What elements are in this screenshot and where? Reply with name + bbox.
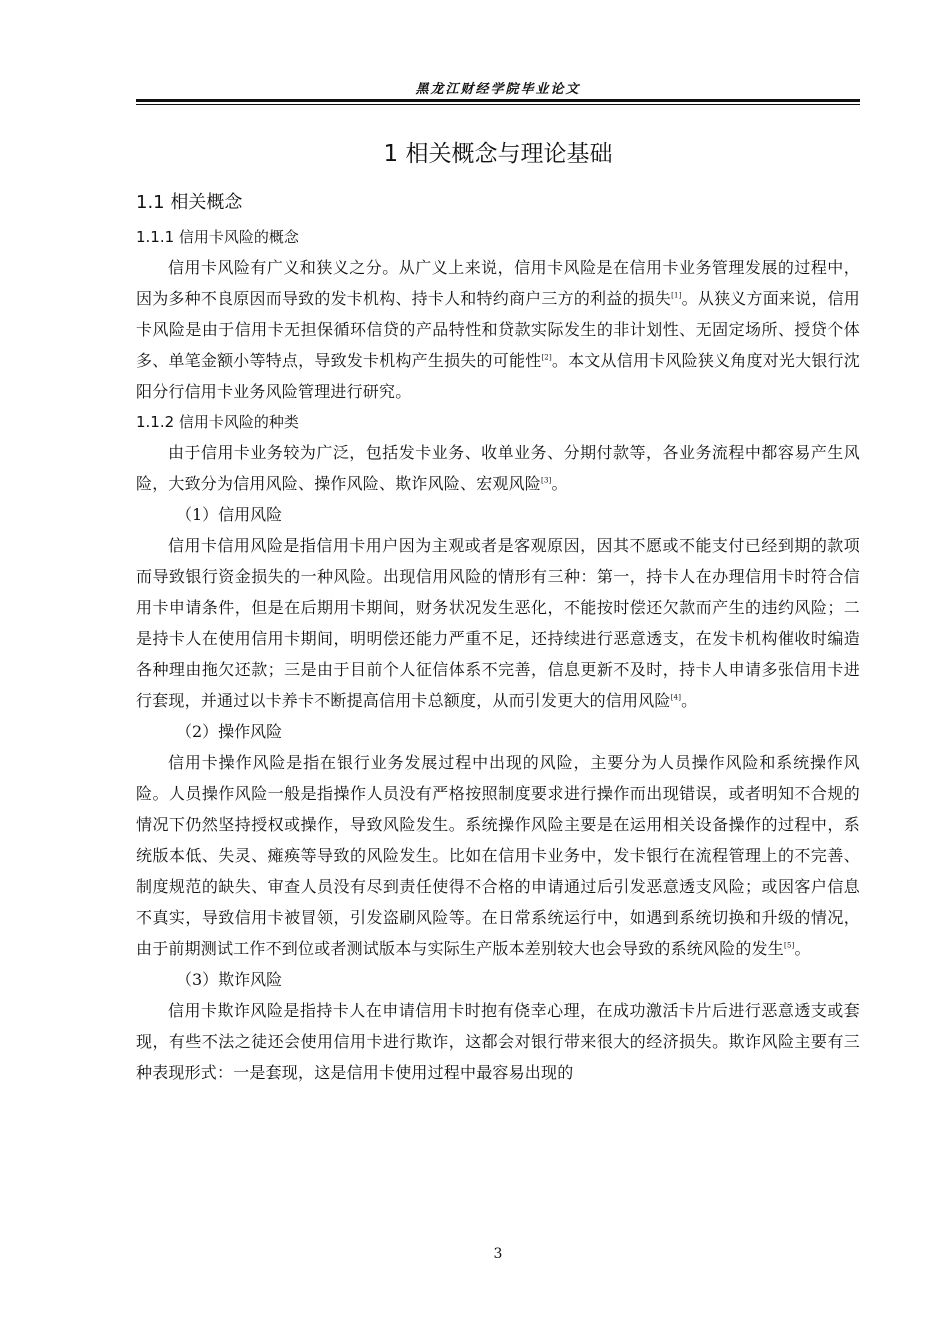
citation-5: [5]: [784, 941, 795, 950]
paragraph-text: 信用卡风险有广义和狭义之分。从广义上来说，信用卡风险是在信用卡业务管理发展的过程中，因为多种不良原因而导致的发卡机构、持卡人和特约商户三方的利益的损失: [136, 258, 860, 308]
running-header: 黑龙江财经学院毕业论文: [415, 82, 581, 97]
citation-4: [4]: [670, 693, 682, 702]
chapter-title: 1 相关概念与理论基础: [383, 141, 613, 167]
paragraph-operational-risk: [136, 747, 860, 964]
citation-3: [3]: [541, 476, 552, 485]
paragraph-fraud-risk: [136, 995, 860, 1088]
section-heading: 1.1 相关概念: [136, 192, 243, 213]
item-heading-operational-risk: （2）操作风险: [176, 722, 283, 741]
header-rule-thin: [136, 104, 860, 105]
paragraph-concept: [136, 252, 860, 407]
paragraph-text: 。本文从信用卡风险狭义角度对光大银行沈阳分行信用卡业务风险管理进行研究。: [136, 351, 860, 401]
body-content: [136, 188, 860, 1088]
paragraph-text: 。: [551, 474, 568, 493]
paragraph-types-intro: [136, 437, 860, 499]
paragraph-text: 由于信用卡业务较为广泛，包括发卡业务、收单业务、分期付款等，各业务流程中都容易产生风险，大致分为信用风险、操作风险、欺诈风险、宏观风险: [136, 443, 860, 493]
subsection-heading-concept: 1.1.1 信用卡风险的概念: [136, 228, 299, 246]
page-number: 3: [493, 1246, 503, 1262]
paragraph-text: 。: [681, 691, 698, 710]
paragraph-text: 。: [794, 939, 811, 958]
citation-2: [2]: [541, 353, 552, 362]
paragraph-credit-risk: [136, 530, 860, 716]
paragraph-text: 信用卡操作风险是指在银行业务发展过程中出现的风险，主要分为人员操作风险和系统操作风险。人员操作风险一般是指操作人员没有严格按照制度要求进行操作而出现错误，或者明知不合规的情况下仍然坚持授权或操作，导致风险发生。系统操作风险主要是在运用相关设备操作的过程中，系统版本低、失灵、瘫痪等导致的风险发生。比如在信用卡业务中，发卡银行在流程管理上的不完善、制度规范的缺失、审查人员没有尽到责任使得不合格的申请通过后引发恶意透支风险；或因客户信息不真实，导致信用卡被冒领，引发盗刷风险等。在日常系统运行中，如遇到系统切换和升级的情况，由于前期测试工作不到位或者测试版本与实际生产版本差别较大也会导致的系统风险的发生: [136, 753, 860, 958]
paragraph-text: 。从狭义方面来说，信用卡风险是由于信用卡无担保循环信贷的产品特性和贷款实际发生的非计划性、无固定场所、授贷个体多、单笔金额小等特点，导致发卡机构产生损失的可能性: [136, 289, 860, 370]
citation-1: [1]: [671, 291, 682, 300]
subsection-heading-types: 1.1.2 信用卡风险的种类: [136, 413, 299, 431]
item-heading-fraud-risk: （3）欺诈风险: [176, 970, 283, 989]
header-rule-thick: [136, 99, 860, 102]
item-heading-credit-risk: （1）信用风险: [176, 505, 283, 524]
paragraph-text: 信用卡欺诈风险是指持卡人在申请信用卡时抱有侥幸心理，在成功激活卡片后进行恶意透支或套现，有些不法之徒还会使用信用卡进行欺诈，这都会对银行带来很大的经济损失。欺诈风险主要有三种表现形式：一是套现，这是信用卡使用过程中最容易出现的: [136, 1001, 860, 1082]
paragraph-text: 信用卡信用风险是指信用卡用户因为主观或者是客观原因，因其不愿或不能支付已经到期的款项而导致银行资金损失的一种风险。出现信用风险的情形有三种：第一，持卡人在办理信用卡时符合信用卡申请条件，但是在后期用卡期间，财务状况发生恶化，不能按时偿还欠款而产生的违约风险；二是持卡人在使用信用卡期间，明明偿还能力严重不足，还持续进行恶意透支，在发卡机构催收时编造各种理由拖欠还款；三是由于目前个人征信体系不完善，信息更新不及时，持卡人申请多张信用卡进行套现，并通过以卡养卡不断提高信用卡总额度，从而引发更大的信用风险: [136, 536, 860, 710]
